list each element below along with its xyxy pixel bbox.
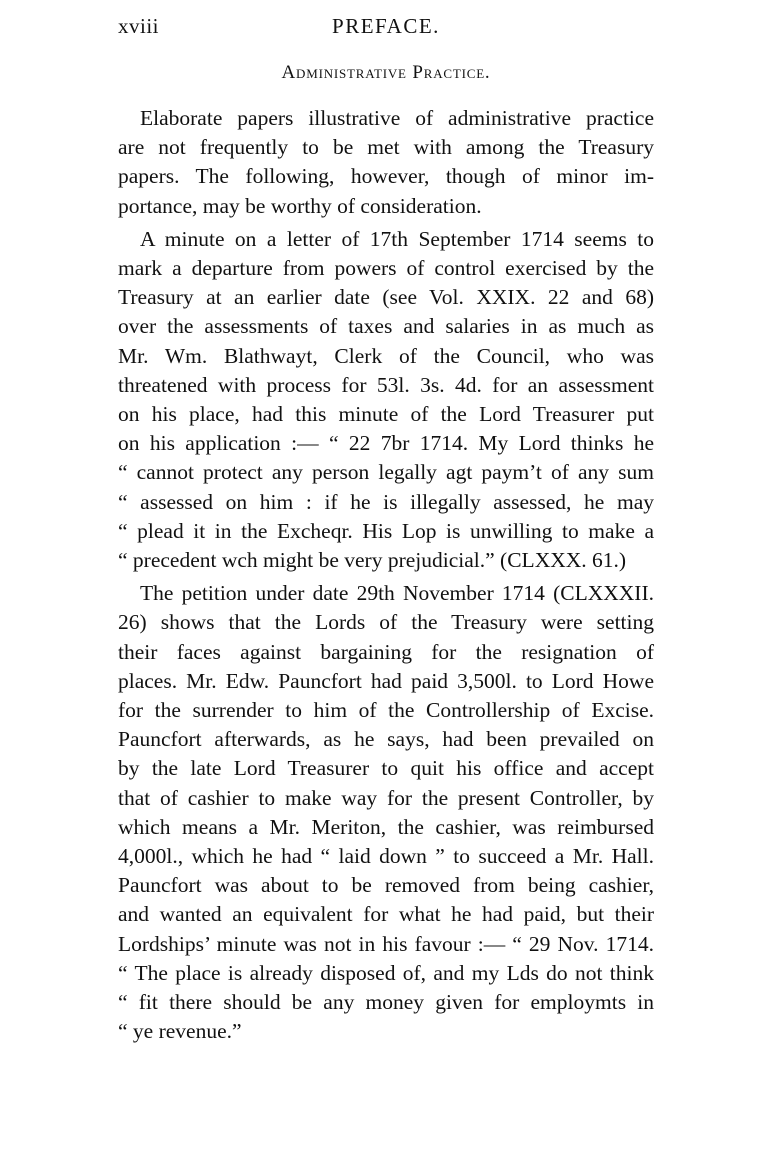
text-line: Pauncfort afterwards, as he says, had been prevailed on: [118, 727, 654, 752]
text-line: their faces against bargaining for the resignation of: [118, 639, 654, 664]
text-line: “ precedent wch might be very prejudicial.” (CLXXX. 61.): [118, 548, 627, 573]
text-line: papers. The following, however, though of minor im-: [118, 164, 654, 189]
text-line: Elaborate papers illustrative of administrative practice: [140, 106, 654, 130]
text-line: and wanted an equivalent for what he had paid, but their: [118, 902, 654, 927]
text-line: “ The place is already disposed of, and my Lds do not think: [118, 960, 654, 985]
page-number: xviii: [118, 14, 160, 38]
text-line: over the assessments of taxes and salaries in as much as: [118, 314, 654, 339]
paragraph: [118, 579, 654, 1046]
body-text: [118, 104, 654, 1047]
text-line: threatened with process for 53l. 3s. 4d. for an assessment: [118, 372, 654, 397]
text-line: “ ye revenue.”: [118, 1019, 242, 1044]
text-line: by the late Lord Treasurer to quit his office and accept: [118, 756, 654, 781]
text-line: portance, may be worthy of consideration.: [118, 193, 482, 218]
text-line: Pauncfort was about to be removed from being cashier,: [118, 873, 654, 898]
text-line: mark a departure from powers of control exercised by the: [118, 256, 654, 281]
running-title: PREFACE.: [332, 14, 440, 38]
text-line: Lordships’ minute was not in his favour :— “ 29 Nov. 1714.: [118, 931, 654, 956]
text-line: are not frequently to be met with among the Treasury: [118, 135, 654, 160]
text-line: Treasury at an earlier date (see Vol. XXIX. 22 and 68): [118, 285, 654, 310]
text-line: Mr. Wm. Blathwayt, Clerk of the Council, who was: [118, 343, 654, 368]
text-line: for the surrender to him of the Controllership of Excise.: [118, 698, 654, 723]
text-line: on his application :— “ 22 7br 1714. My Lord thinks he: [118, 431, 654, 456]
text-line: “ assessed on him : if he is illegally assessed, he may: [118, 489, 654, 514]
text-line: The petition under date 29th November 1714 (CLXXXII.: [140, 581, 654, 606]
text-line: “ cannot protect any person legally agt paym’t of any sum: [118, 460, 654, 485]
text-line: places. Mr. Edw. Pauncfort had paid 3,500l. to Lord Howe: [118, 668, 654, 693]
text-line: “ plead it in the Excheqr. His Lop is unwilling to make a: [118, 518, 654, 543]
paragraph: [118, 104, 654, 221]
section-heading: Administrative Practice.: [281, 62, 491, 83]
text-line: 4,000l., which he had “ laid down ” to succeed a Mr. Hall.: [118, 844, 654, 869]
text-line: on his place, had this minute of the Lord Treasurer put: [118, 402, 654, 427]
text-line: A minute on a letter of 17th September 1714 seems to: [140, 226, 654, 251]
paragraph: [118, 225, 654, 575]
text-line: “ fit there should be any money given for employmts in: [118, 990, 654, 1015]
text-line: which means a Mr. Meriton, the cashier, was reimbursed: [118, 814, 654, 839]
text-line: that of cashier to make way for the present Controller, by: [118, 785, 654, 810]
text-line: 26) shows that the Lords of the Treasury were setting: [118, 610, 654, 635]
running-head: [118, 14, 654, 48]
